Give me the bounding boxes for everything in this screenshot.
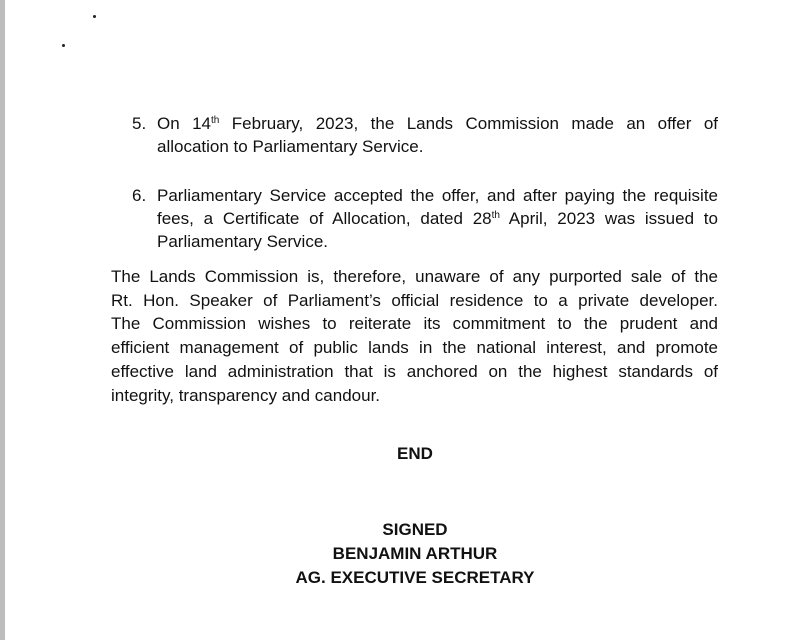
end-marker: END [397,444,433,463]
paragraph-line: efficient management of public lands in the national interest, and promote [111,338,718,358]
signatory-title: AG. EXECUTIVE SECRETARY [295,568,535,587]
paragraph-line: integrity, transparency and candour. [111,385,381,405]
list-item-number: 5. [132,114,147,133]
signatory-name: BENJAMIN ARTHUR [332,544,498,563]
paragraph-line: The Lands Commission is, therefore, unaware of any purported sale of the [111,267,718,286]
list-item-number: 6. [132,186,147,205]
scan-speck [93,15,96,18]
paragraph-line: The Commission wishes to reiterate its commitment to the prudent and [111,314,718,334]
list-item-6 [132,184,718,253]
list-item-line: fees, a Certificate of Allocation, dated 28th April, 2023 was issued to [157,209,718,228]
signed-label: SIGNED [382,520,448,539]
list-item-line: On 14th February, 2023, the Lands Commission made an offer of [157,114,718,133]
body-paragraph [111,265,718,407]
paragraph-line: Rt. Hon. Speaker of Parliament’s official residence to a private developer. [111,290,718,310]
signature-block [0,518,801,590]
paragraph-line: effective land administration that is anchored on the highest standards of [111,361,718,381]
list-item-line: allocation to Parliamentary Service. [157,137,424,156]
list-item-line: Parliamentary Service. [157,232,329,251]
list-item-line: Parliamentary Service accepted the offer, and after paying the requisite [157,186,718,205]
scan-speck [62,44,65,47]
list-item-5 [132,112,718,158]
